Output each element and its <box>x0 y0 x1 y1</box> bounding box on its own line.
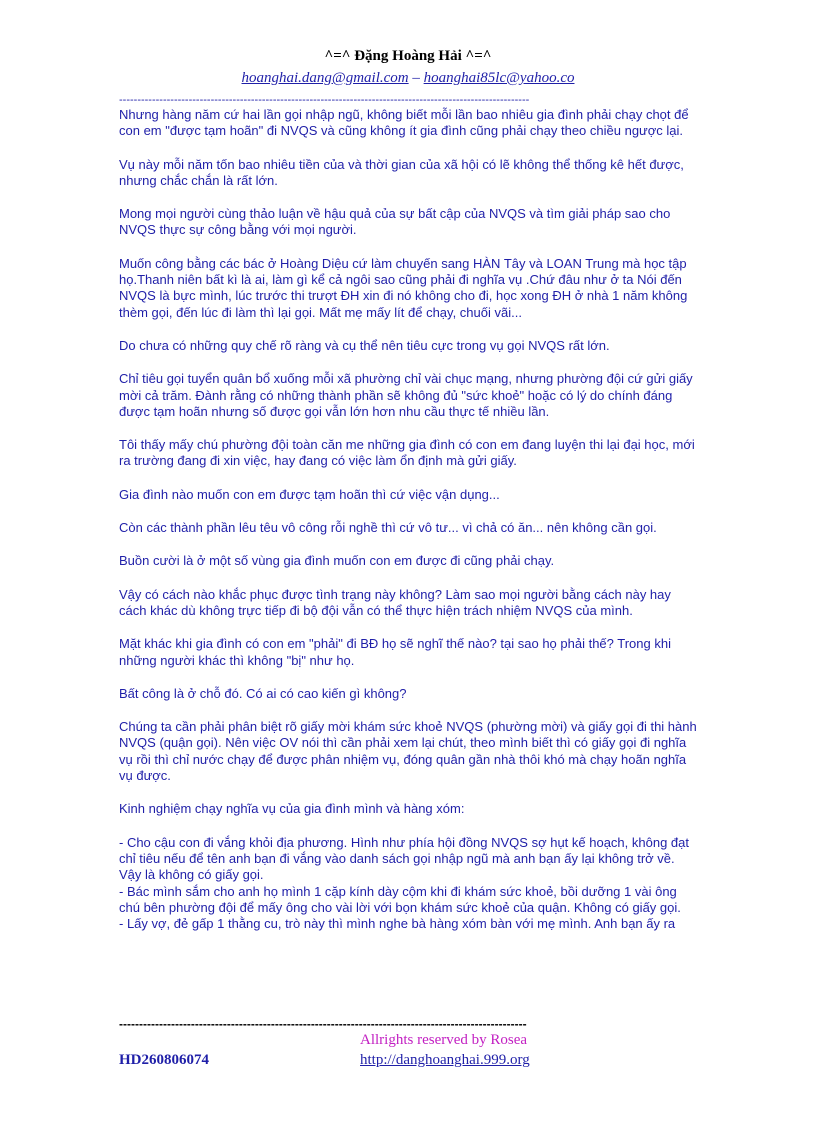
paragraph: Vậy có cách nào khắc phục được tình trạng này không? Làm sao mọi người bằng cách này hay cách khác dù không trực tiếp đi bộ đội vẫn có thể thực hiện trách nhiệm NVQS của mình. <box>119 586 671 618</box>
list-item: - Bác mình sắm cho anh họ mình 1 cặp kính dày cộm khi đi khám sức khoẻ, bồi dưỡng 1 vài ông chú bên phường đội để mấy ông cho vài lời với bọn khám sức khoẻ của quận. Không có giấy gọi. <box>119 883 681 915</box>
paragraph: Kinh nghiệm chạy nghĩa vụ của gia đình mình và hàng xóm: <box>119 801 465 817</box>
paragraph: Tôi thấy mấy chú phường đội toàn căn me những gia đình có con em đang luyện thi lại đại học, mới ra trường đang đi xin việc, hay đang có việc làm ổn định mà gửi giấy. <box>119 437 695 469</box>
list-item: - Cho cậu con đi vắng khỏi địa phương. Hình như phía hội đồng NVQS sợ hụt kế hoạch, không đạt chỉ tiêu nếu để tên anh bạn đi vắng vào danh sách gọi nhập ngũ mà anh bạn ấy lại không trở về. Vậy là không có giấy gọi. <box>119 834 689 883</box>
paragraph: Muốn công bằng các bác ở Hoàng Diệu cứ làm chuyến sang HÀN Tây và LOAN Trung mà học tập họ.Thanh niên bất kì là ai, làm gì kể cả ngôi sao cũng phải đi nghĩa vụ .Chứ đâu như ở ta Nói đến NVQS là bực mình, lúc trước thi trượt ĐH xin đi nó không cho đi, học xong ĐH ở nhà 1 năm không thèm gọi, đến lúc đi làm thì lại gọi. Mất mẹ mấy lít để chạy, chuối vãi... <box>119 255 688 320</box>
paragraph: Mặt khác khi gia đình có con em "phải" đi BĐ họ sẽ nghĩ thế nào? tại sao họ phải thế? Trong khi những người khác thì không "bị" như họ. <box>119 636 671 668</box>
article-body <box>119 107 699 932</box>
website-link[interactable]: http://danghoanghai.999.org <box>360 1052 530 1068</box>
email-link-gmail[interactable]: hoanghai.dang@gmail.com <box>241 70 409 86</box>
paragraph: Do chưa có những quy chế rõ ràng và cụ thể nên tiêu cực trong vụ gọi NVQS rất lớn. <box>119 337 610 353</box>
copyright-notice: Allrights reserved by Rosea <box>360 1032 528 1048</box>
paragraph: Vụ này mỗi năm tốn bao nhiêu tiền của và thời gian của xã hội có lẽ không thể thống kê hết được, nhưng chắc chắn là rất lớn. <box>119 156 684 188</box>
paragraph: Chúng ta cần phải phân biệt rõ giấy mời khám sức khoẻ NVQS (phường mời) và giấy gọi đi thi hành NVQS (quận gọi). Nên việc OV nói thì cần phải xem lại chút, theo mình biết thì có giấy gọi đi nghĩa vụ rồi thì chỉ nước chạy để được phân nhiệm vụ, đóng quân gần nhà thôi khó mà chạy hoãn nghĩa vụ được. <box>119 719 697 784</box>
email-separator: – <box>412 70 420 86</box>
paragraph: Nhưng hàng năm cứ hai lần gọi nhập ngũ, không biết mỗi lần bao nhiêu gia đình phải chạy chọt để con em "được tạm hoãn" đi NVQS và cũng không ít gia đình cũng phải chạy theo chiều ngược lại. <box>119 107 689 139</box>
list-item: - Lấy vợ, đẻ gấp 1 thằng cu, trò này thì mình nghe bà hàng xóm bàn với mẹ mình. Anh bạn ấy ra <box>119 916 676 932</box>
paragraph: Bất công là ở chỗ đó. Có ai có cao kiến gì không? <box>119 685 407 701</box>
top-divider: ---------------------------------------------------------------------------------------------------------------- <box>119 94 530 106</box>
paragraph: Mong mọi người cùng thảo luận về hậu quả của sự bất cập của NVQS và tìm giải pháp sao cho NVQS thực sự công bằng với mọi người. <box>119 206 671 238</box>
paragraph: Chỉ tiêu gọi tuyển quân bổ xuống mỗi xã phường chỉ vài chục mạng, nhưng phường đội cứ gửi giấy mời cả trăm. Đành rằng có những thành phần sẽ không đủ "sức khoẻ" hoặc có lý do chính đáng được tạm hoãn nhưng số được gọi vẫn lớn hơn nhu cầu thực tế nhiều lần. <box>119 371 693 419</box>
paragraph: Buồn cười là ở một số vùng gia đình muốn con em được đi cũng phải chạy. <box>119 553 555 569</box>
contact-emails <box>0 70 816 87</box>
bottom-divider: ------------------------------------------------------------------------------------------------------ <box>119 1017 527 1031</box>
page-title: ^=^ Đặng Hoàng Hải ^=^ <box>324 48 492 64</box>
document-code: HD260806074 <box>119 1052 209 1068</box>
paragraph: Gia đình nào muốn con em được tạm hoãn thì cứ việc vận dụng... <box>119 486 500 502</box>
paragraph: Còn các thành phần lêu têu vô công rỗi nghề thì cứ vô tư... vì chả có ăn... nên không cần gọi. <box>119 520 657 536</box>
email-link-yahoo[interactable]: hoanghai85lc@yahoo.co <box>423 70 575 86</box>
